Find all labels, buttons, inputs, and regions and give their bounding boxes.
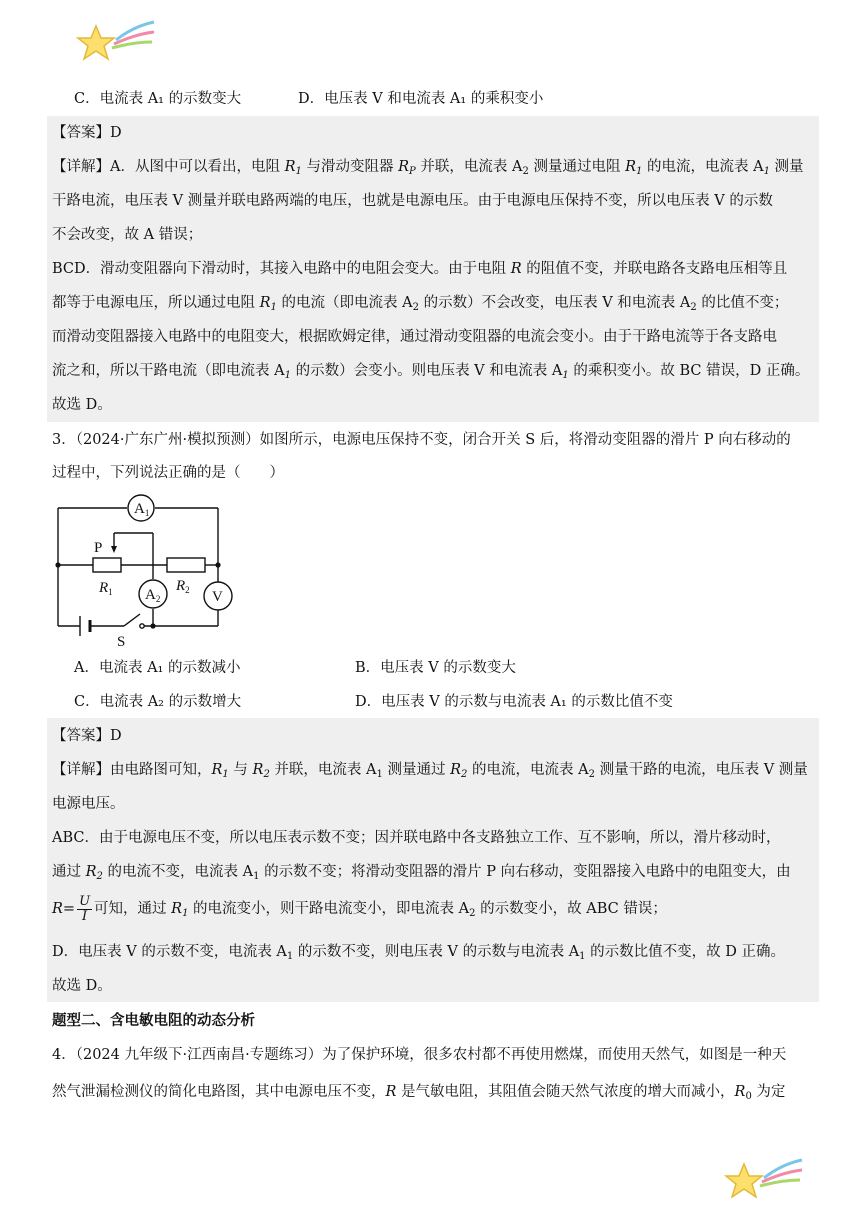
q3-answer: 【答案】D — [52, 728, 122, 744]
circuit-s-label: S — [117, 634, 126, 650]
q3-detail-line-6: D．电压表 V 的示数不变，电流表 $A_1$ 的示数不变，则电压表 V 的示数与电流表 $A_1$ 的示数比值不变，故 D 正确。 — [52, 944, 785, 962]
q2-detail-line-5: 都等于电源电压，所以通过电阻 $R_1$ 的电流（即电流表 $A_2$ 的示数）不会改变，电压表 V 和电流表 $A_2$ 的比值不变； — [52, 295, 789, 313]
circuit-a2-label: $A_2$ — [145, 587, 161, 604]
q3-circuit-diagram — [50, 492, 240, 652]
q2-detail-line-2: 干路电流，电压表 V 测量并联电路两端的电压，也就是电源电压。由于电源电压保持不变，所以电压表 V 的示数 — [52, 193, 773, 209]
circuit-p-label: P — [94, 540, 103, 556]
q3-detail-line-5: R= $\frac{U}{I}$ 可知，通过 $R_1$ 的电流变小，则干路电流变小，即电流表 $A_2$ 的示数变小，故 ABC 错误； — [52, 893, 667, 924]
star-decoration-icon — [76, 18, 156, 68]
q3-detail-line-4: 通过 $R_2$ 的电流不变，电流表 $A_1$ 的示数不变；将滑动变阻器的滑片 P 向右移动，变阻器接入电路中的电阻变大，由 — [52, 864, 791, 882]
q3-detail-line-3: ABC．由于电源电压不变，所以电压表示数不变；因并联电路中各支路独立工作、互不影响，所以，滑片移动时， — [52, 830, 781, 846]
q2-option-c[interactable]: C．电流表 A₁ 的示数变大 — [74, 91, 242, 107]
q2-detail-line-6: 而滑动变阻器接入电路中的电阻变大，根据欧姆定律，通过滑动变阻器的电流会变小。由于干路电流等于各支路电 — [52, 329, 777, 345]
section-2-heading: 题型二、含电敏电阻的动态分析 — [52, 1012, 255, 1029]
q2-option-d[interactable]: D．电压表 V 和电流表 A₁ 的乘积变小 — [298, 91, 544, 107]
q3-detail-line-2: 电源电压。 — [52, 796, 125, 812]
ohm-law-fraction: $\frac{U}{I}$ — [79, 893, 91, 924]
circuit-v-label: V — [212, 589, 223, 605]
q2-detail-line-7: 流之和，所以干路电流（即电流表 $A_1$ 的示数）会变小。则电压表 V 和电流表 $A_1$ 的乘积变小。故 BC 错误，D 正确。 — [52, 363, 810, 381]
q2-answer: 【答案】D — [52, 125, 122, 141]
q2-detail-line-1: 【详解】A．从图中可以看出，电阻 $R_1$ 与滑动变阻器 $R_P$ 并联，电流表 $A_2$ 测量通过电阻 $R_1$ 的电流，电流表 $A_1$ 测量 — [52, 159, 804, 177]
q3-conclusion: 故选 D。 — [52, 978, 112, 994]
q3-stem-line-2: 过程中，下列说法正确的是（ ） — [52, 465, 284, 481]
star-decoration-icon — [724, 1158, 804, 1204]
q3-option-d[interactable]: D．电压表 V 的示数与电流表 A₁ 的示数比值不变 — [355, 694, 673, 710]
circuit-r1-label: $R_1$ — [99, 580, 113, 597]
q3-option-a[interactable]: A．电流表 A₁ 的示数减小 — [74, 660, 241, 676]
q2-conclusion: 故选 D。 — [52, 397, 112, 413]
q3-option-b[interactable]: B．电压表 V 的示数变大 — [355, 660, 516, 676]
circuit-a1-label: $A_1$ — [134, 501, 150, 518]
q2-detail-line-4: BCD．滑动变阻器向下滑动时，其接入电路中的电阻会变大。由于电阻 R 的阻值不变，并联电路各支路电压相等且 — [52, 261, 788, 277]
q4-stem-line-2: 然气泄漏检测仪的简化电路图，其中电源电压不变，R 是气敏电阻，其阻值会随天然气浓度的增大而减小，$R_0$ 为定 — [52, 1084, 786, 1102]
q3-stem-line-1: 3．（2024·广东广州·模拟预测）如图所示，电源电压保持不变，闭合开关 S 后，将滑动变阻器的滑片 P 向右移动的 — [52, 432, 791, 448]
q4-stem-line-1: 4．（2024 九年级下·江西南昌·专题练习）为了保护环境，很多农村都不再使用燃煤，而使用天然气，如图是一种天 — [52, 1047, 787, 1063]
q3-detail-line-1: 【详解】由电路图可知，$R_1$ 与 $R_2$ 并联，电流表 $A_1$ 测量通过 $R_2$ 的电流，电流表 $A_2$ 测量干路的电流，电压表 V 测量 — [52, 762, 808, 780]
q3-option-c[interactable]: C．电流表 A₂ 的示数增大 — [74, 694, 242, 710]
circuit-r2-label: $R_2$ — [176, 578, 190, 595]
q2-detail-line-3: 不会改变，故 A 错误； — [52, 227, 203, 243]
